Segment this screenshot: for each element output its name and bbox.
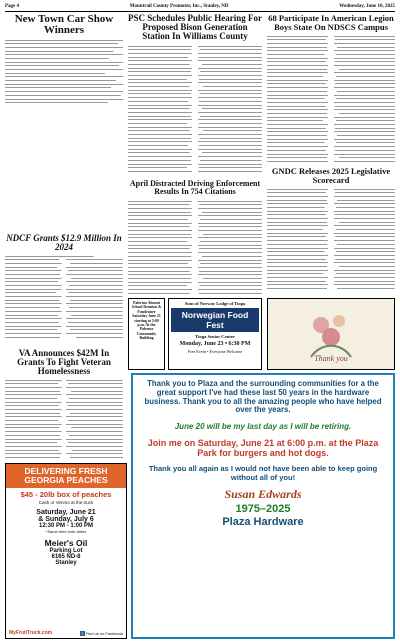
ndcf-title: NDCF Grants $12.9 Million In 2024 xyxy=(6,234,122,252)
car-show-body xyxy=(5,38,123,106)
hardware-invite: Join me on Saturday, June 21 at 6:00 p.m. at the Plaza Park for burgers and hot dogs. xyxy=(147,438,379,459)
va-article xyxy=(5,349,123,459)
hardware-store-name: Plaza Hardware xyxy=(222,516,304,529)
va-body xyxy=(5,378,123,459)
facebook-icon: f xyxy=(81,630,83,636)
facebook-link[interactable] xyxy=(80,631,123,636)
hardware-signature: Susan Edwards xyxy=(224,487,302,502)
peach-date-1: Saturday, June 21 xyxy=(36,509,96,516)
flower-icon xyxy=(301,307,361,361)
hardware-retiring: June 20 will be my last day as I will be retiring. xyxy=(174,422,352,432)
psc-article xyxy=(128,14,262,174)
food-fest-free: Free Event • Everyone Welcome xyxy=(187,349,243,354)
food-fest-title: Norwegian Food Fest xyxy=(171,308,259,332)
hardware-thanks: Thank you to Plaza and the surrounding communities for a the great support I've had these last 50 years in the hardware business. Thank you to all the amazing people who have helped over the years. xyxy=(144,379,382,415)
car-show-article xyxy=(5,14,123,106)
peach-payment: Cash or Venmo at the truck xyxy=(38,500,94,505)
thank-you-text: Thank you xyxy=(314,354,348,363)
hardware-years: 1975–2025 xyxy=(235,503,291,516)
psc-body xyxy=(128,44,262,173)
ndcf-body xyxy=(5,254,123,339)
legion-article xyxy=(267,14,395,164)
hardware-thank-you: Thank you all again as I would not have been able to keep going without all of you! xyxy=(148,464,378,482)
fruit-truck-site[interactable]: MyFruitTruck.com xyxy=(9,630,53,636)
page-header xyxy=(5,4,395,12)
psc-title: PSC Schedules Public Hearing For Proposed Bison Generation Station In Williams County xyxy=(128,14,262,41)
gndc-title: GNDC Releases 2025 Legislative Scorecard xyxy=(271,167,391,185)
paper-name: Mountrail County Promoter, Inc., Stanley, ND xyxy=(129,4,229,9)
april-title: April Distracted Driving Enforcement Results In 754 Citations xyxy=(129,180,261,196)
april-body xyxy=(128,199,262,294)
lodge-name: Sons of Norway Lodge of Tioga xyxy=(184,301,246,306)
gndc-article xyxy=(267,167,395,292)
peach-price: $45 - 20lb box of peaches xyxy=(20,490,112,499)
peach-same-time: *Same time both dates xyxy=(45,529,87,534)
palermo-reunion-ad xyxy=(128,298,165,370)
gndc-body xyxy=(267,187,395,292)
peach-address: 6165 ND-8 xyxy=(51,554,81,560)
peach-time: 12:30 PM - 1:00 PM xyxy=(38,523,94,529)
peach-ad-title: DELIVERING FRESH GEORGIA PEACHES xyxy=(6,464,126,488)
norwegian-food-fest-ad xyxy=(168,298,262,370)
peach-truck-ad xyxy=(5,463,127,639)
thank-you-card-ad xyxy=(267,298,395,370)
peach-date-2: & Sunday, July 6 xyxy=(38,516,94,523)
legion-body xyxy=(267,34,395,163)
food-fest-date: Monday, June 23 • 6:30 PM xyxy=(179,341,251,347)
car-show-title: New Town Car Show Winners xyxy=(14,14,114,36)
palermo-reunion-text: Palermo Alumni School Reunion & Fundraiser Saturday June 21 starting at 5:00 p.m. At the Palermo Community Building xyxy=(131,301,162,341)
facebook-label: Find us on Facebook xyxy=(85,630,123,636)
issue-date: Wednesday, June 10, 2025 xyxy=(339,4,395,9)
plaza-hardware-ad xyxy=(131,373,395,639)
ndcf-article xyxy=(5,234,123,346)
peach-city: Stanley xyxy=(55,560,77,566)
april-article xyxy=(128,180,262,294)
va-title: VA Announces $42M In Grants To Fight Veteran Homelessness xyxy=(17,349,111,376)
page-number: Page 4 xyxy=(5,4,20,9)
legion-title: 68 Participate In American Legion Boys State On NDSCS Campus xyxy=(268,14,394,32)
food-fest-venue: Tioga Senior Center xyxy=(195,334,235,339)
peach-location: Meier's Oil xyxy=(44,538,88,548)
peach-lot: Parking Lot xyxy=(49,548,83,554)
